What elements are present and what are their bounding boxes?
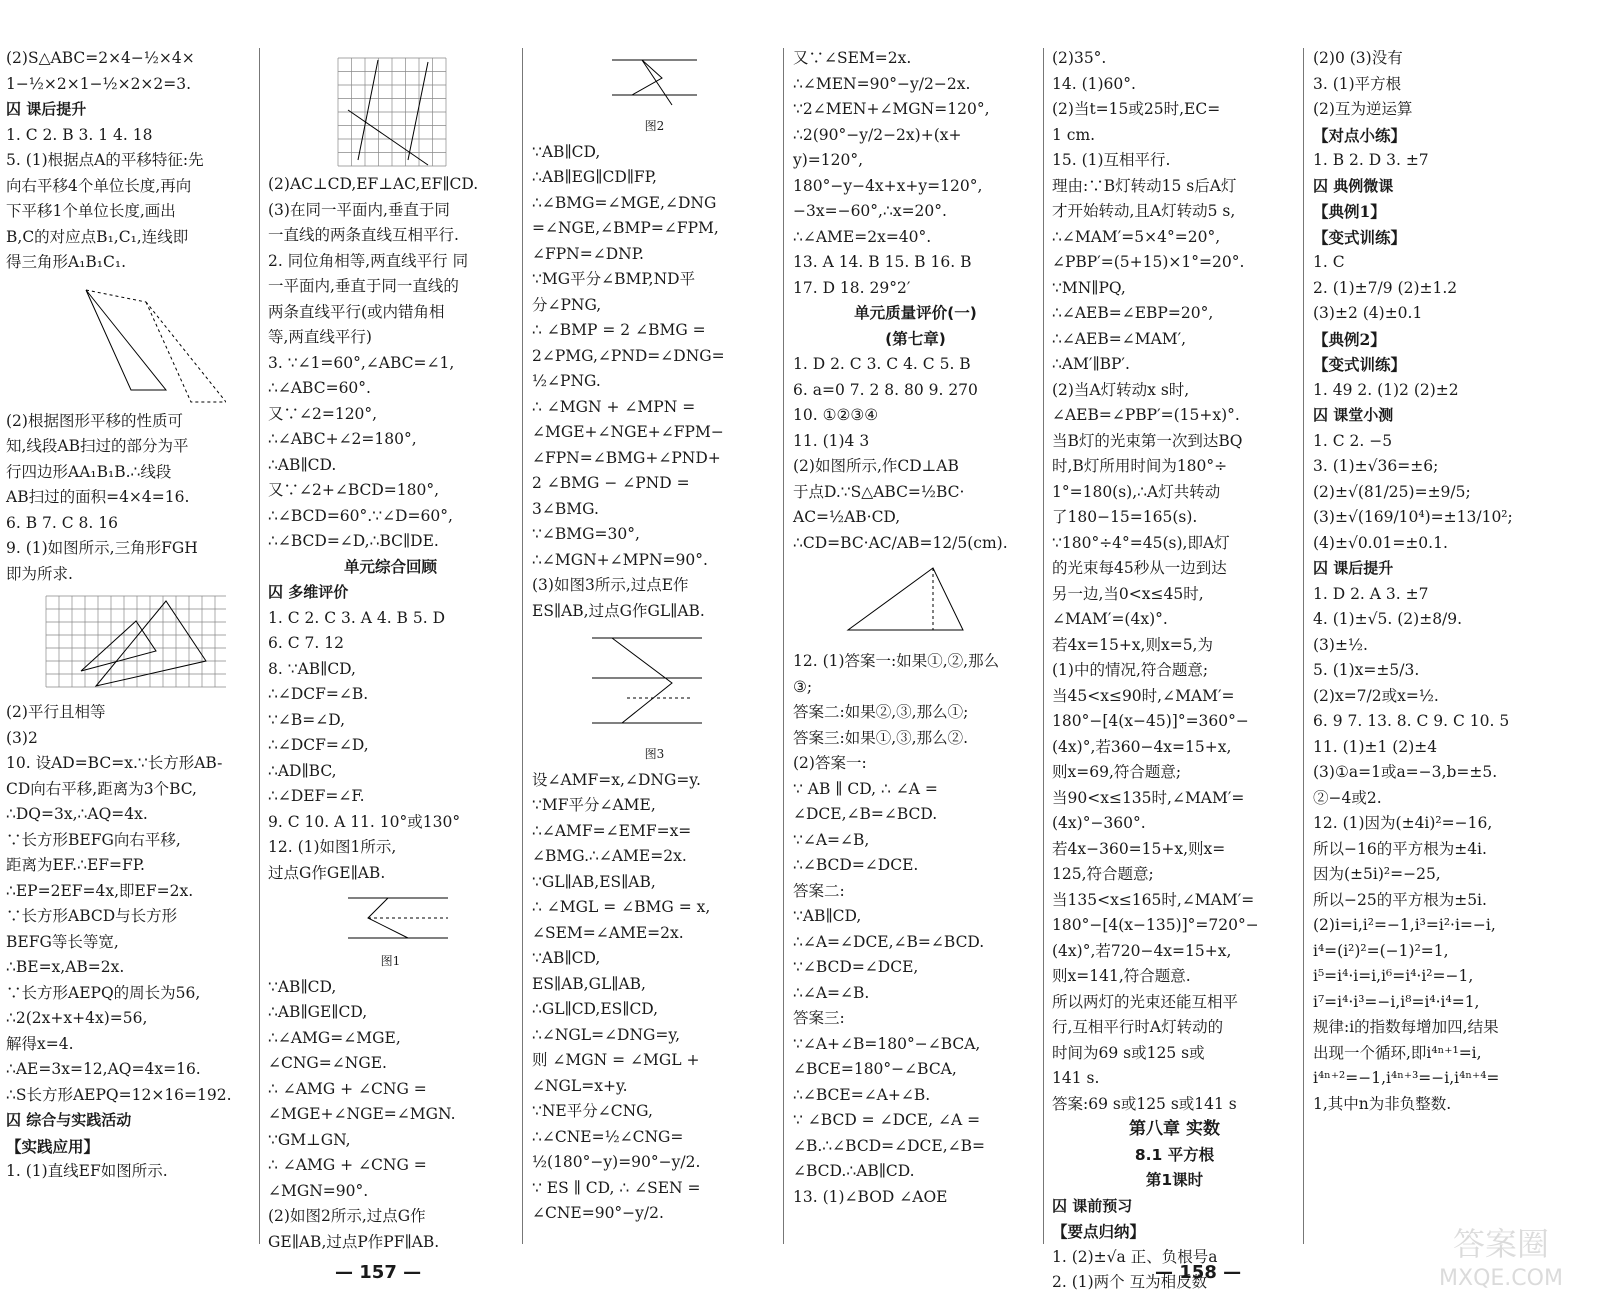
text-line: ∴∠AEB=∠MAM′, bbox=[1052, 329, 1187, 348]
text-line: (3)±√(169/10⁴)=±13/10²; bbox=[1313, 508, 1513, 526]
text-line: 当135<x≤165时,∠MAM′= bbox=[1052, 890, 1255, 909]
text-line: 当B灯的光束第一次到达BQ bbox=[1052, 431, 1243, 450]
text-line: ∴∠BCE=∠A+∠B. bbox=[793, 1085, 931, 1104]
text-line: 行,互相平行时A灯转动的 bbox=[1052, 1018, 1224, 1036]
text-line: 6. 9 7. 13. 8. C 9. C 10. 5 bbox=[1313, 712, 1510, 730]
text-line: ∴∠MAM′=5×4°=20°, bbox=[1052, 227, 1221, 246]
column-2 bbox=[268, 46, 513, 1255]
text-line: 等,两直线平行) bbox=[268, 328, 372, 346]
text-line: 得三角形A₁B₁C₁. bbox=[6, 253, 127, 271]
text-line: 时,B灯所用时间为180°÷ bbox=[1052, 457, 1228, 475]
text-line: 【变式训练】 bbox=[1313, 355, 1407, 374]
text-line: (2)答案一: bbox=[793, 754, 867, 772]
text-line: ∴∠ABC=60°. bbox=[268, 379, 371, 397]
text-line: 6. a=0 7. 2 8. 80 9. 270 bbox=[793, 380, 978, 399]
text-line: ∵2∠MEN+∠MGN=120°, bbox=[793, 100, 990, 118]
geometry-figure bbox=[532, 628, 752, 738]
text-line: ∴GL∥CD,ES∥CD, bbox=[532, 1000, 659, 1018]
text-line: ∵MG平分∠BMP,ND平 bbox=[532, 270, 696, 288]
text-line: 1. D 2. C 3. C 4. C 5. B bbox=[793, 355, 971, 373]
text-line: 所以−16的平方根为±4i. bbox=[1313, 839, 1487, 858]
text-line: 10. ①②③④ bbox=[793, 406, 879, 424]
text-line: 才开始转动,且A灯转动5 s, bbox=[1052, 202, 1236, 220]
text-line: ∴EP=2EF=4x,即EF=2x. bbox=[6, 881, 194, 900]
text-line: 所以两灯的光束还能互相平 bbox=[1052, 992, 1239, 1011]
column-1 bbox=[6, 46, 251, 1185]
text-line: 因为(±5i)²=−25, bbox=[1313, 865, 1441, 883]
text-line: 两条直线平行(或内错角相 bbox=[268, 302, 445, 321]
text-line: 125,符合题意; bbox=[1052, 865, 1154, 883]
text-line: ∴∠DCF=∠D, bbox=[268, 736, 369, 754]
text-line: (2)35°. bbox=[1052, 49, 1107, 67]
text-line: (2)x=7/2或x=½. bbox=[1313, 686, 1439, 705]
text-line: ∴∠DCF=∠B. bbox=[268, 685, 369, 703]
text-line: ∠MGE+∠NGE=∠MGN. bbox=[268, 1105, 456, 1123]
text-line: 于点D.∵S△ABC=½BC· bbox=[793, 482, 965, 501]
text-line: i⁴ⁿ⁺²=−1,i⁴ⁿ⁺³=−i,i⁴ⁿ⁺⁴= bbox=[1313, 1069, 1500, 1087]
text-line: 1. C 2. C 3. A 4. B 5. D bbox=[268, 608, 446, 627]
text-line: ∵长方形AEPQ的周长为56, bbox=[6, 983, 201, 1002]
text-line: 知,线段AB扫过的部分为平 bbox=[6, 437, 189, 455]
text-line: (3)±2 (4)±0.1 bbox=[1313, 304, 1423, 322]
watermark-logo bbox=[1416, 1215, 1586, 1295]
text-line: 则 ∠MGN = ∠MGL + bbox=[532, 1051, 700, 1069]
column-6 bbox=[1313, 46, 1558, 1117]
text-line: ∵AB∥CD, bbox=[532, 142, 601, 161]
text-line: 下平移1个单位长度,画出 bbox=[6, 202, 176, 220]
text-line: GE∥AB,过点P作PF∥AB. bbox=[268, 1232, 440, 1251]
text-line: 14. (1)60°. bbox=[1052, 74, 1136, 93]
text-line: 12. (1)如图1所示, bbox=[268, 838, 397, 856]
text-line: 1 cm. bbox=[1052, 125, 1096, 144]
text-line: 2 ∠BMG − ∠PND = bbox=[532, 474, 690, 492]
text-line: ½(180°−y)=90°−y/2. bbox=[532, 1153, 701, 1171]
text-line: 1,其中n为非负整数. bbox=[1313, 1094, 1452, 1113]
text-line: ∴BE=x,AB=2x. bbox=[6, 958, 125, 976]
text-line: ∴ ∠AMG + ∠CNG = bbox=[268, 1156, 427, 1174]
text-line: 180°−[4(x−45)]°=360°− bbox=[1052, 712, 1249, 730]
page-number-left: — 157 — bbox=[335, 1262, 422, 1283]
text-line: 行四边形AA₁B₁B.∴线段 bbox=[6, 462, 172, 481]
text-line: (第七章) bbox=[885, 329, 946, 348]
text-line: 距离为EF.∴EF=FP. bbox=[6, 856, 145, 874]
text-line: ∠SEM=∠AME=2x. bbox=[532, 923, 684, 942]
text-line: ∵∠A=∠B, bbox=[793, 830, 870, 849]
text-line: i⁵=i⁴·i=i,i⁶=i⁴·i²=−1, bbox=[1313, 967, 1474, 985]
text-line: ∠BCD.∴AB∥CD. bbox=[793, 1162, 915, 1180]
text-line: 1. (2)±√a 正、负根号a bbox=[1052, 1247, 1218, 1266]
text-line: 1. D 2. A 3. ±7 bbox=[1313, 584, 1429, 603]
text-line: ∵ AB ∥ CD, ∴ ∠A = bbox=[793, 779, 938, 798]
text-line: (1)中的情况,符合题意; bbox=[1052, 661, 1209, 679]
text-line: (3)2 bbox=[6, 728, 38, 747]
text-line: BEFG等长等宽, bbox=[6, 932, 119, 951]
text-line: ∠BCE=180°−∠BCA, bbox=[793, 1060, 957, 1078]
text-line: (4x)°,若720−4x=15+x, bbox=[1052, 941, 1232, 960]
text-line: 180°−[4(x−135)]°=720°− bbox=[1052, 916, 1259, 934]
text-line: 当90<x≤135时,∠MAM′= bbox=[1052, 788, 1245, 807]
column-4 bbox=[793, 46, 1038, 1210]
text-line: (3)在同一平面内,垂直于同 bbox=[268, 200, 450, 219]
text-line: 【典例2】 bbox=[1313, 329, 1386, 349]
text-line: ∠B.∴∠BCD=∠DCE,∠B= bbox=[793, 1136, 985, 1155]
text-line: 答案三:如果①,③,那么②. bbox=[793, 728, 969, 747]
text-line: 所以−25的平方根为±5i. bbox=[1313, 890, 1487, 909]
text-line: 180°−y−4x+x+y=120°, bbox=[793, 176, 983, 195]
text-line: 1. C 2. −5 bbox=[1313, 431, 1393, 450]
text-line: 单元质量评价(一) bbox=[854, 304, 977, 322]
text-line: 当45<x≤90时,∠MAM′= bbox=[1052, 686, 1235, 705]
text-line: 囚 综合与实践活动 bbox=[6, 1111, 132, 1129]
text-line: 一平面内,垂直于同一直线的 bbox=[268, 277, 459, 295]
text-line: ∠CNG=∠NGE. bbox=[268, 1054, 387, 1072]
text-line: ∠MGN=90°. bbox=[268, 1181, 369, 1200]
text-line: 囚 典例微课 bbox=[1313, 176, 1394, 195]
text-line: 又∵∠SEM=2x. bbox=[793, 49, 912, 67]
text-line: 则x=141,符合题意. bbox=[1052, 967, 1191, 985]
text-line: 1. (1)直线EF如图所示. bbox=[6, 1162, 168, 1180]
text-line: ∵∠B=∠D, bbox=[268, 710, 346, 729]
text-line: ∴∠MEN=90°−y/2−2x. bbox=[793, 74, 971, 93]
text-line: (2)当t=15或25时,EC= bbox=[1052, 100, 1221, 118]
text-line: ∴∠AEB=∠EBP=20°, bbox=[1052, 304, 1214, 322]
text-line: 图2 bbox=[644, 119, 665, 133]
text-line: 8. ∵AB∥CD, bbox=[268, 659, 356, 678]
text-line: i⁷=i⁴·i³=−i,i⁸=i⁴·i⁴=1, bbox=[1313, 992, 1480, 1011]
text-line: 1°=180(s),∴A灯共转动 bbox=[1052, 482, 1221, 501]
text-line: 【典例1】 bbox=[1313, 202, 1386, 221]
text-line: ∴DQ=3x,∴AQ=4x. bbox=[6, 805, 148, 823]
text-line: CD向右平移,距离为3个BC, bbox=[6, 779, 197, 798]
text-line: 15. (1)互相平行. bbox=[1052, 151, 1171, 169]
text-line: 2. (1)±7/9 (2)±1.2 bbox=[1313, 278, 1458, 297]
text-line: ∵∠BCD=∠DCE, bbox=[793, 958, 919, 976]
text-line: ∠MGE+∠NGE+∠FPM− bbox=[532, 423, 724, 441]
text-line: ∴AE=3x=12,AQ=4x=16. bbox=[6, 1060, 201, 1078]
text-line: (2)根据图形平移的性质可 bbox=[6, 411, 183, 430]
column-3 bbox=[532, 46, 777, 1227]
text-line: ∵∠A+∠B=180°−∠BCA, bbox=[793, 1034, 981, 1053]
text-line: ∵MN∥PQ, bbox=[1052, 278, 1126, 297]
text-line: 即为所求. bbox=[6, 564, 73, 583]
text-line: ∵长方形ABCD与长方形 bbox=[6, 907, 178, 925]
text-line: (2)i=i,i²=−1,i³=i²·i=−i, bbox=[1313, 916, 1496, 934]
text-line: ∴ ∠MGN + ∠MPN = bbox=[532, 397, 696, 416]
text-line: ∴∠NGL=∠DNG=y, bbox=[532, 1025, 681, 1044]
text-line: 第1课时 bbox=[1145, 1171, 1204, 1189]
text-line: (2)如图2所示,过点G作 bbox=[268, 1207, 426, 1225]
text-line: 出现一个循环,即i⁴ⁿ⁺¹=i, bbox=[1313, 1043, 1482, 1062]
text-line: 141 s. bbox=[1052, 1069, 1100, 1087]
text-line: 又∵∠2+∠BCD=180°, bbox=[268, 481, 440, 499]
text-line: ∴ ∠MGL = ∠BMG = x, bbox=[532, 898, 711, 916]
text-line: 过点G作GE∥AB. bbox=[268, 863, 386, 882]
text-line: ∠NGL=x+y. bbox=[532, 1076, 628, 1095]
text-line: y)=120°, bbox=[793, 151, 864, 169]
text-line: 设∠AMF=x,∠DNG=y. bbox=[532, 770, 701, 789]
text-line: (2)如图所示,作CD⊥AB bbox=[793, 457, 959, 475]
text-line: 12. (1)答案一:如果①,②,那么 bbox=[793, 652, 1000, 670]
text-line: 【要点归纳】 bbox=[1052, 1222, 1146, 1241]
text-line: ∵180°÷4°=45(s),即A灯 bbox=[1052, 533, 1230, 552]
watermark-text: 答案圈 bbox=[1452, 1225, 1550, 1263]
text-line: 若4x=15+x,则x=5,为 bbox=[1052, 635, 1213, 654]
text-line: 囚 课前预习 bbox=[1052, 1196, 1133, 1215]
text-line: ∵AB∥CD, bbox=[532, 949, 601, 967]
geometry-figure bbox=[6, 591, 226, 696]
text-line: ∴AB∥GE∥CD, bbox=[268, 1003, 368, 1021]
text-line: 2. 同位角相等,两直线平行 同 bbox=[268, 251, 469, 270]
text-line: ∴∠A=∠DCE,∠B=∠BCD. bbox=[793, 932, 985, 951]
text-line: ∴∠BCD=∠DCE. bbox=[793, 856, 919, 874]
text-line: 9. (1)如图所示,三角形FGH bbox=[6, 539, 198, 557]
text-line: AC=½AB·CD, bbox=[793, 508, 901, 526]
text-line: (3)如图3所示,过点E作 bbox=[532, 576, 689, 594]
text-line: 则x=69,符合题意; bbox=[1052, 763, 1182, 781]
text-line: ∴∠AME=2x=40°. bbox=[793, 227, 932, 246]
page-number-right: — 158 — bbox=[1155, 1262, 1242, 1283]
text-line: 17. D 18. 29°2′ bbox=[793, 278, 911, 297]
text-line: 若4x−360=15+x,则x= bbox=[1052, 839, 1226, 858]
text-line: 囚 课堂小测 bbox=[1313, 406, 1394, 424]
text-line: ∴AD∥BC, bbox=[268, 761, 337, 780]
text-line: (2)±√(81/25)=±9/5; bbox=[1313, 482, 1471, 501]
text-line: ∵∠BMG=30°, bbox=[532, 525, 640, 543]
text-line: ∵NE平分∠CNG, bbox=[532, 1102, 653, 1120]
text-line: 理由:∵B灯转动15 s后A灯 bbox=[1052, 176, 1237, 195]
text-line: 6. C 7. 12 bbox=[268, 634, 344, 652]
text-line: ∠AEB=∠PBP′=(15+x)°. bbox=[1052, 406, 1240, 424]
text-line: 囚 课后提升 bbox=[6, 100, 87, 118]
text-line: ∴CD=BC·AC/AB=12/5(cm). bbox=[793, 533, 1008, 552]
text-line: ∵MF平分∠AME, bbox=[532, 796, 656, 814]
text-line: ES∥AB,过点G作GL∥AB. bbox=[532, 601, 705, 620]
text-line: ∴∠AMG=∠MGE, bbox=[268, 1028, 401, 1047]
text-line: ∴AB∥EG∥CD∥FP, bbox=[532, 168, 657, 186]
text-line: ∴2(90°−y/2−2x)+(x+ bbox=[793, 125, 962, 144]
text-line: 规律:i的指数每增加四,结果 bbox=[1313, 1018, 1499, 1036]
text-line: 1. C bbox=[1313, 253, 1345, 271]
text-line: 12. (1)因为(±4i)²=−16, bbox=[1313, 814, 1493, 832]
text-line: 11. (1)4 3 bbox=[793, 431, 870, 450]
text-line: ∴∠AMF=∠EMF=x= bbox=[532, 821, 692, 840]
text-line: 解得x=4. bbox=[6, 1034, 74, 1053]
text-line: ∠FPN=∠DNP. bbox=[532, 244, 644, 263]
text-line: 单元综合回顾 bbox=[343, 557, 437, 576]
text-line: 答案三: bbox=[793, 1009, 845, 1027]
text-line: ∠MAM′=(4x)°. bbox=[1052, 610, 1168, 628]
geometry-figure-2 bbox=[532, 50, 752, 110]
text-line: AB扫过的面积=4×4=16. bbox=[6, 488, 190, 506]
text-line: (2)S△ABC=2×4−½×4× bbox=[6, 49, 195, 67]
text-line: ∠CNE=90°−y/2. bbox=[532, 1204, 664, 1222]
text-line: ∴ ∠BMP = 2 ∠BMG = bbox=[532, 321, 706, 339]
text-line: ∴∠ABC+∠2=180°, bbox=[268, 430, 417, 448]
text-line: 了180−15=165(s). bbox=[1052, 508, 1198, 526]
text-line: 1. C 2. B 3. 1 4. 18 bbox=[6, 125, 153, 144]
text-line: 3. (1)±√36=±6; bbox=[1313, 457, 1439, 475]
text-line: 9. C 10. A 11. 10°或130° bbox=[268, 812, 461, 831]
grid-figure bbox=[268, 50, 488, 168]
column-5 bbox=[1052, 46, 1297, 1296]
text-line: (2)0 (3)没有 bbox=[1313, 49, 1403, 67]
text-line: 2∠PMG,∠PND=∠DNG= bbox=[532, 346, 725, 365]
text-line: 图1 bbox=[380, 954, 401, 968]
text-line: B,C的对应点B₁,C₁,连线即 bbox=[6, 227, 189, 246]
geometry-figure bbox=[268, 890, 488, 945]
text-line: 答案二: bbox=[793, 881, 845, 900]
text-line: 5. (1)根据点A的平移特征:先 bbox=[6, 151, 204, 169]
text-line: ∵GL∥AB,ES∥AB, bbox=[532, 872, 656, 891]
text-line: (4)±√0.01=±0.1. bbox=[1313, 533, 1448, 552]
text-line: ∠BMG.∴∠AME=2x. bbox=[532, 847, 687, 865]
text-line: 囚 多维评价 bbox=[268, 583, 349, 601]
text-line: 【对点小练】 bbox=[1313, 125, 1407, 145]
text-line: =∠NGE,∠BMP=∠FPM, bbox=[532, 219, 719, 237]
text-line: (2)当A灯转动x s时, bbox=[1052, 380, 1190, 399]
text-line: ∴∠A=∠B. bbox=[793, 983, 870, 1002]
text-line: ∠DCE,∠B=∠BCD. bbox=[793, 805, 938, 823]
text-line: ∴ ∠AMG + ∠CNG = bbox=[268, 1079, 427, 1098]
text-line: ∵GM⊥GN, bbox=[268, 1130, 351, 1149]
text-line: 一直线的两条直线互相平行. bbox=[268, 226, 459, 244]
text-line: 2. (1)两个 互为相反数 bbox=[1052, 1273, 1208, 1291]
watermark-url: MXQE.COM bbox=[1439, 1266, 1563, 1291]
text-line: (4x)°,若360−4x=15+x, bbox=[1052, 737, 1232, 756]
text-line: ∴2(2x+x+4x)=56, bbox=[6, 1009, 148, 1027]
text-line: 3∠BMG. bbox=[532, 499, 599, 518]
text-line: ③; bbox=[793, 677, 813, 696]
text-line: ∴∠BMG=∠MGE,∠DNG bbox=[532, 193, 717, 212]
text-line: (3)±½. bbox=[1313, 635, 1368, 654]
text-line: ∵ ES ∥ CD, ∴ ∠SEN = bbox=[532, 1178, 701, 1197]
text-line: 第八章 实数 bbox=[1129, 1119, 1220, 1139]
text-line: 的光束每45秒从一边到达 bbox=[1052, 559, 1227, 577]
text-line: ∠FPN=∠BMG+∠PND+ bbox=[532, 448, 721, 467]
text-line: ②−4或2. bbox=[1313, 788, 1382, 807]
text-line: ∵ ∠BCD = ∠DCE, ∠A = bbox=[793, 1111, 981, 1129]
text-line: (2)互为逆运算 bbox=[1313, 100, 1413, 118]
text-line: 囚 课后提升 bbox=[1313, 559, 1394, 577]
text-line: 另一边,当0<x≤45时, bbox=[1052, 584, 1204, 603]
text-line: 又∵∠2=120°, bbox=[268, 404, 378, 423]
text-line: ∴S长方形AEPQ=12×16=192. bbox=[6, 1085, 232, 1104]
text-line: ∵AB∥CD, bbox=[268, 977, 337, 996]
text-line: ∵AB∥CD, bbox=[793, 907, 862, 925]
text-line: i⁴=(i²)²=(−1)²=1, bbox=[1313, 941, 1449, 960]
text-line: ∴AM′∥BP′. bbox=[1052, 355, 1130, 373]
text-line: 13. (1)∠BOD ∠AOE bbox=[793, 1187, 948, 1206]
text-line: 6. B 7. C 8. 16 bbox=[6, 513, 118, 532]
text-line: ∵长方形BEFG向右平移, bbox=[6, 830, 181, 849]
text-line: 答案二:如果②,③,那么①; bbox=[793, 703, 969, 721]
text-line: (2)平行且相等 bbox=[6, 703, 106, 721]
text-line: ES∥AB,GL∥AB, bbox=[532, 974, 646, 993]
text-line: ∴∠DEF=∠F. bbox=[268, 787, 365, 805]
text-line: ∴∠BCD=∠D,∴BC∥DE. bbox=[268, 532, 439, 550]
text-line: (3)①a=1或a=−3,b=±5. bbox=[1313, 763, 1498, 781]
text-line: (4x)°−360°. bbox=[1052, 814, 1146, 832]
text-line: 10. 设AD=BC=x.∵长方形AB- bbox=[6, 754, 223, 772]
text-line: 【实践应用】 bbox=[6, 1136, 100, 1156]
text-line: 【变式训练】 bbox=[1313, 227, 1407, 247]
text-line: 5. (1)x=±5/3. bbox=[1313, 661, 1420, 679]
text-line: 11. (1)±1 (2)±4 bbox=[1313, 737, 1438, 756]
text-line: 8.1 平方根 bbox=[1134, 1145, 1215, 1164]
text-line: 1. B 2. D 3. ±7 bbox=[1313, 151, 1429, 169]
text-line: 3. ∵∠1=60°,∠ABC=∠1, bbox=[268, 353, 455, 372]
text-line: 向右平移4个单位长度,再向 bbox=[6, 176, 192, 195]
geometry-figure bbox=[6, 280, 226, 405]
text-line: ∴∠BCD=60°.∵∠D=60°, bbox=[268, 506, 453, 525]
text-line: ∴∠MGN+∠MPN=90°. bbox=[532, 550, 708, 569]
geometry-figure bbox=[793, 560, 1013, 645]
text-line: 时间为69 s或125 s或 bbox=[1052, 1043, 1205, 1062]
text-line: 13. A 14. B 15. B 16. B bbox=[793, 253, 972, 271]
text-line: 分∠PNG, bbox=[532, 295, 602, 314]
text-line: 3. (1)平方根 bbox=[1313, 74, 1402, 93]
text-line: ∴AB∥CD. bbox=[268, 455, 337, 474]
text-line: (2)AC⊥CD,EF⊥AC,EF∥CD. bbox=[268, 175, 479, 193]
text-line: 4. (1)±√5. (2)±8/9. bbox=[1313, 610, 1463, 628]
text-line: ½∠PNG. bbox=[532, 372, 601, 390]
text-line: −3x=−60°,∴x=20°. bbox=[793, 202, 947, 220]
text-line: 1−½×2×1−½×2×2=3. bbox=[6, 74, 192, 93]
text-line: ∴∠CNE=½∠CNG= bbox=[532, 1127, 684, 1146]
text-line: ∠PBP′=(5+15)×1°=20°. bbox=[1052, 253, 1245, 271]
text-line: 图3 bbox=[644, 747, 665, 761]
text-line: 1. 49 2. (1)2 (2)±2 bbox=[1313, 380, 1459, 399]
text-line: 答案:69 s或125 s或141 s bbox=[1052, 1094, 1237, 1113]
